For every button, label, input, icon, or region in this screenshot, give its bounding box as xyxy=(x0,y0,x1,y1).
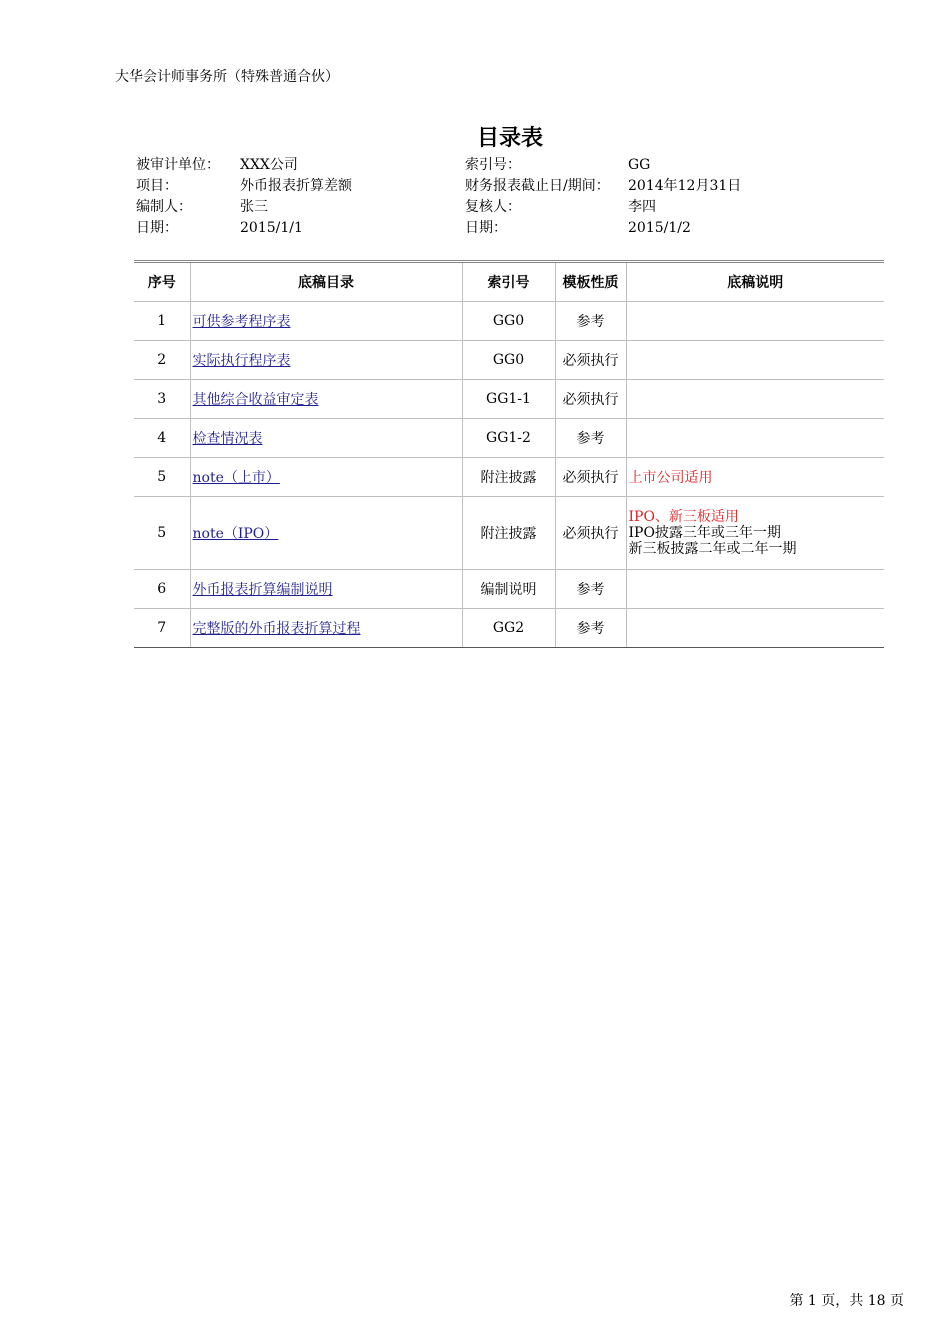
workpaper-link[interactable]: note（IPO） xyxy=(192,526,279,542)
meta-label: 复核人： xyxy=(465,199,521,215)
table-header-row xyxy=(134,262,884,302)
workpaper-link[interactable]: note（上市） xyxy=(192,470,280,486)
table-row xyxy=(134,609,884,648)
row-type: 参考 xyxy=(555,419,626,458)
meta-label: 被审计单位： xyxy=(136,157,220,173)
row-index: GG1-1 xyxy=(462,380,555,419)
row-no: 5 xyxy=(134,497,190,570)
row-index: GG0 xyxy=(462,302,555,341)
note-highlight: 上市公司适用 xyxy=(628,470,713,486)
workpaper-link[interactable]: 其他综合收益审定表 xyxy=(192,392,319,408)
row-index: 附注披露 xyxy=(462,497,555,570)
meta-value: 外币报表折算差额 xyxy=(240,178,352,194)
row-index: GG0 xyxy=(462,341,555,380)
row-type: 参考 xyxy=(555,302,626,341)
row-note xyxy=(626,497,884,570)
row-note xyxy=(626,609,884,648)
row-type: 必须执行 xyxy=(555,341,626,380)
meta-label: 编制人： xyxy=(136,199,192,215)
row-index: 附注披露 xyxy=(462,458,555,497)
firm-name: 大华会计师事务所（特殊普通合伙） xyxy=(115,69,339,85)
row-note xyxy=(626,419,884,458)
meta-label: 日期： xyxy=(136,220,178,236)
meta-value: 李四 xyxy=(628,199,656,215)
table-row xyxy=(134,570,884,609)
note-highlight: IPO、新三板适用 xyxy=(628,509,739,525)
meta-value: 2014年12月31日 xyxy=(628,178,742,194)
header-name: 底稿目录 xyxy=(190,262,462,302)
page-footer: 第 1 页，共 18 页 xyxy=(789,1293,904,1309)
row-type: 必须执行 xyxy=(555,380,626,419)
table-row xyxy=(134,458,884,497)
workpaper-link[interactable]: 外币报表折算编制说明 xyxy=(192,582,333,598)
row-note xyxy=(626,302,884,341)
meta-label: 索引号： xyxy=(465,157,521,173)
row-no: 7 xyxy=(134,609,190,648)
row-note xyxy=(626,341,884,380)
row-no: 6 xyxy=(134,570,190,609)
row-no: 1 xyxy=(134,302,190,341)
row-type: 参考 xyxy=(555,609,626,648)
meta-label: 项目： xyxy=(136,178,178,194)
row-no: 5 xyxy=(134,458,190,497)
table-row xyxy=(134,302,884,341)
meta-value: 2015/1/1 xyxy=(240,220,303,236)
row-no: 4 xyxy=(134,419,190,458)
meta-value: 张三 xyxy=(240,199,268,215)
row-no: 2 xyxy=(134,341,190,380)
meta-value: XXX公司 xyxy=(240,157,298,173)
row-index: 编制说明 xyxy=(462,570,555,609)
directory-table xyxy=(134,260,884,648)
note-detail: IPO披露三年或三年一期 新三板披露二年或二年一期 xyxy=(628,525,797,557)
meta-value: GG xyxy=(628,157,651,173)
workpaper-link[interactable]: 可供参考程序表 xyxy=(192,314,291,330)
meta-label: 日期： xyxy=(465,220,507,236)
row-note xyxy=(626,570,884,609)
header-type: 模板性质 xyxy=(555,262,626,302)
header-index: 索引号 xyxy=(462,262,555,302)
table-row xyxy=(134,419,884,458)
header-note: 底稿说明 xyxy=(626,262,884,302)
meta-value: 2015/1/2 xyxy=(628,220,691,236)
row-no: 3 xyxy=(134,380,190,419)
row-type: 必须执行 xyxy=(555,458,626,497)
table-row xyxy=(134,497,884,570)
table-row xyxy=(134,380,884,419)
workpaper-link[interactable]: 完整版的外币报表折算过程 xyxy=(192,621,361,637)
meta-label: 财务报表截止日/期间： xyxy=(465,178,610,194)
row-note xyxy=(626,380,884,419)
workpaper-link[interactable]: 实际执行程序表 xyxy=(192,353,291,369)
row-index: GG1-2 xyxy=(462,419,555,458)
page-title: 目录表 xyxy=(476,126,543,151)
row-type: 必须执行 xyxy=(555,497,626,570)
header-no: 序号 xyxy=(134,262,190,302)
workpaper-link[interactable]: 检查情况表 xyxy=(192,431,263,447)
row-index: GG2 xyxy=(462,609,555,648)
row-note xyxy=(626,458,884,497)
row-type: 参考 xyxy=(555,570,626,609)
table-row xyxy=(134,341,884,380)
